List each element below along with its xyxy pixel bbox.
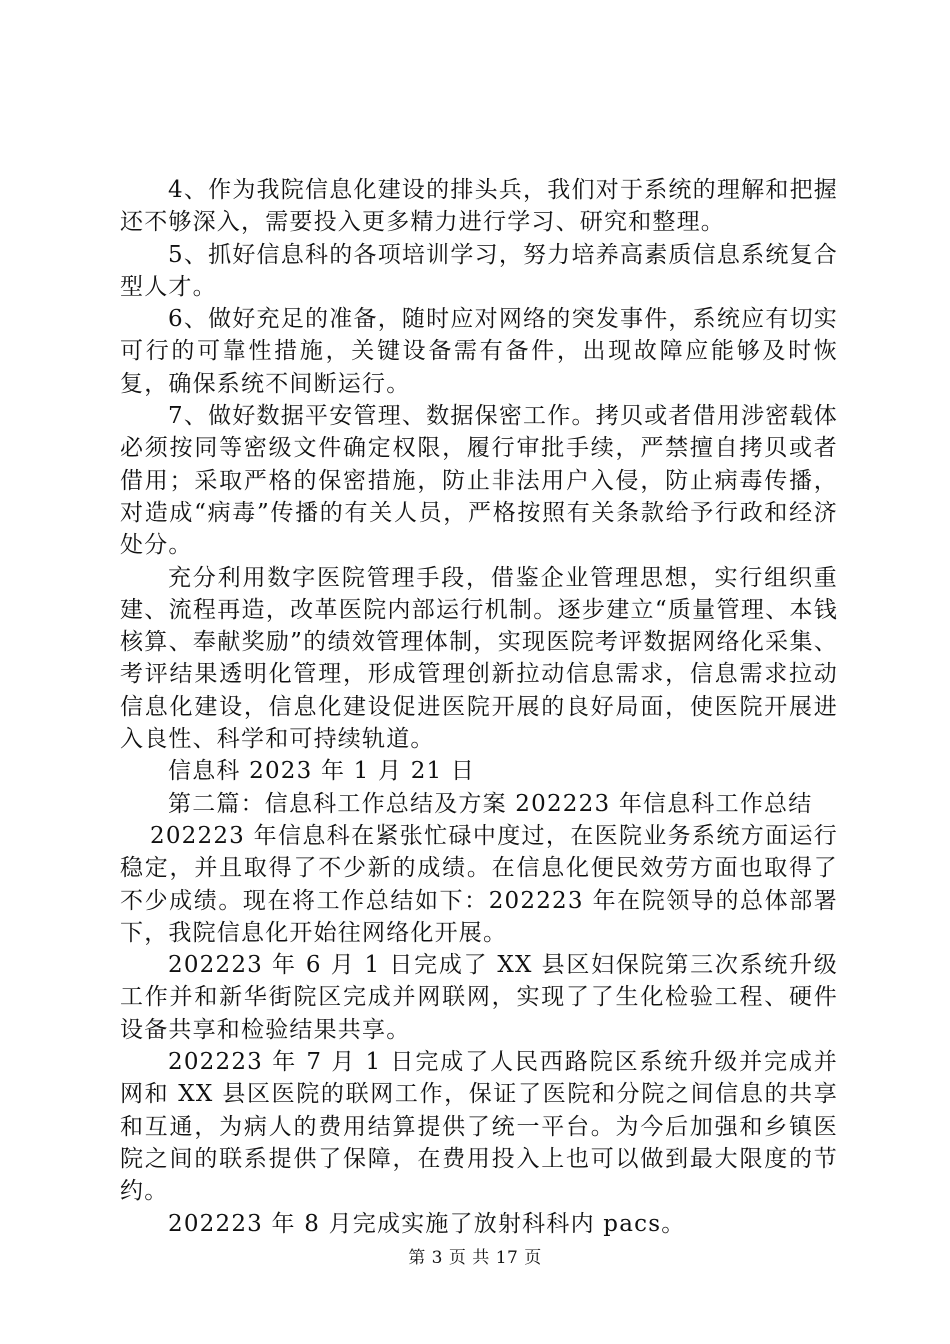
paragraph-june-upgrade: 202223 年 6 月 1 日完成了 XX 县区妇保院第三次系统升级工作并和新华街院区完成并网联网，实现了了生化检验工程、硬件设备共享和检验结果共享。 (120, 952, 838, 1043)
paragraph-item-6: 6、做好充足的准备，随时应对网络的突发事件，系统应有切实可行的可靠性措施，关键设备需有备件，出现故障应能够及时恢复，确保系统不间断运行。 (120, 306, 838, 397)
document-body (120, 174, 838, 1240)
paragraph-july-upgrade: 202223 年 7 月 1 日完成了人民西路院区系统升级并完成并网和 XX 县区医院的联网工作，保证了医院和分院之间信息的共享和互通，为病人的费用结算提供了统一平台。为今后加强和乡镇医院之间的联系提供了保障，在费用投入上也可以做到最大限度的节约。 (120, 1049, 838, 1205)
paragraph-item-4: 4、作为我院信息化建设的排头兵，我们对于系统的理解和把握还不够深入，需要投入更多精力进行学习、研究和整理。 (120, 177, 838, 236)
signature-date: 信息科 2023 年 1 月 21 日 (168, 758, 476, 785)
paragraph-item-5: 5、抓好信息科的各项培训学习，努力培养高素质信息系统复合型人才。 (120, 241, 838, 300)
paragraph-summary-intro: 202223 年信息科在紧张忙碌中度过，在医院业务系统方面运行稳定，并且取得了不少新的成绩。在信息化便民效劳方面也取得了不少成绩。现在将工作总结如下：202223 年在院领导的总体部署下，我院信息化开始往网络化开展。 (120, 822, 838, 946)
paragraph-august-pacs: 202223 年 8 月完成实施了放射科科内 pacs。 (168, 1210, 686, 1237)
paragraph-item-7: 7、做好数据平安管理、数据保密工作。拷贝或者借用涉密载体必须按同等密级文件确定权限，履行审批手续，严禁擅自拷贝或者借用；采取严格的保密措施，防止非法用户入侵，防止病毒传播，对造成“病毒”传播的有关人员，严格按照有关条款给予行政和经济处分。 (120, 403, 838, 559)
page-number-footer: 第 3 页 共 17 页 (408, 1248, 542, 1268)
section-heading: 第二篇：信息科工作总结及方案 202223 年信息科工作总结 (168, 790, 813, 817)
paragraph-digital-hospital: 充分利用数字医院管理手段，借鉴企业管理思想，实行组织重建、流程再造，改革医院内部运行机制。逐步建立“质量管理、本钱核算、奉献奖励”的绩效管理体制，实现医院考评数据网络化采集、考评结果透明化管理，形成管理创新拉动信息需求，信息需求拉动信息化建设，信息化建设促进医院开展的良好局面，使医院开展进入良性、科学和可持续轨道。 (120, 564, 838, 753)
